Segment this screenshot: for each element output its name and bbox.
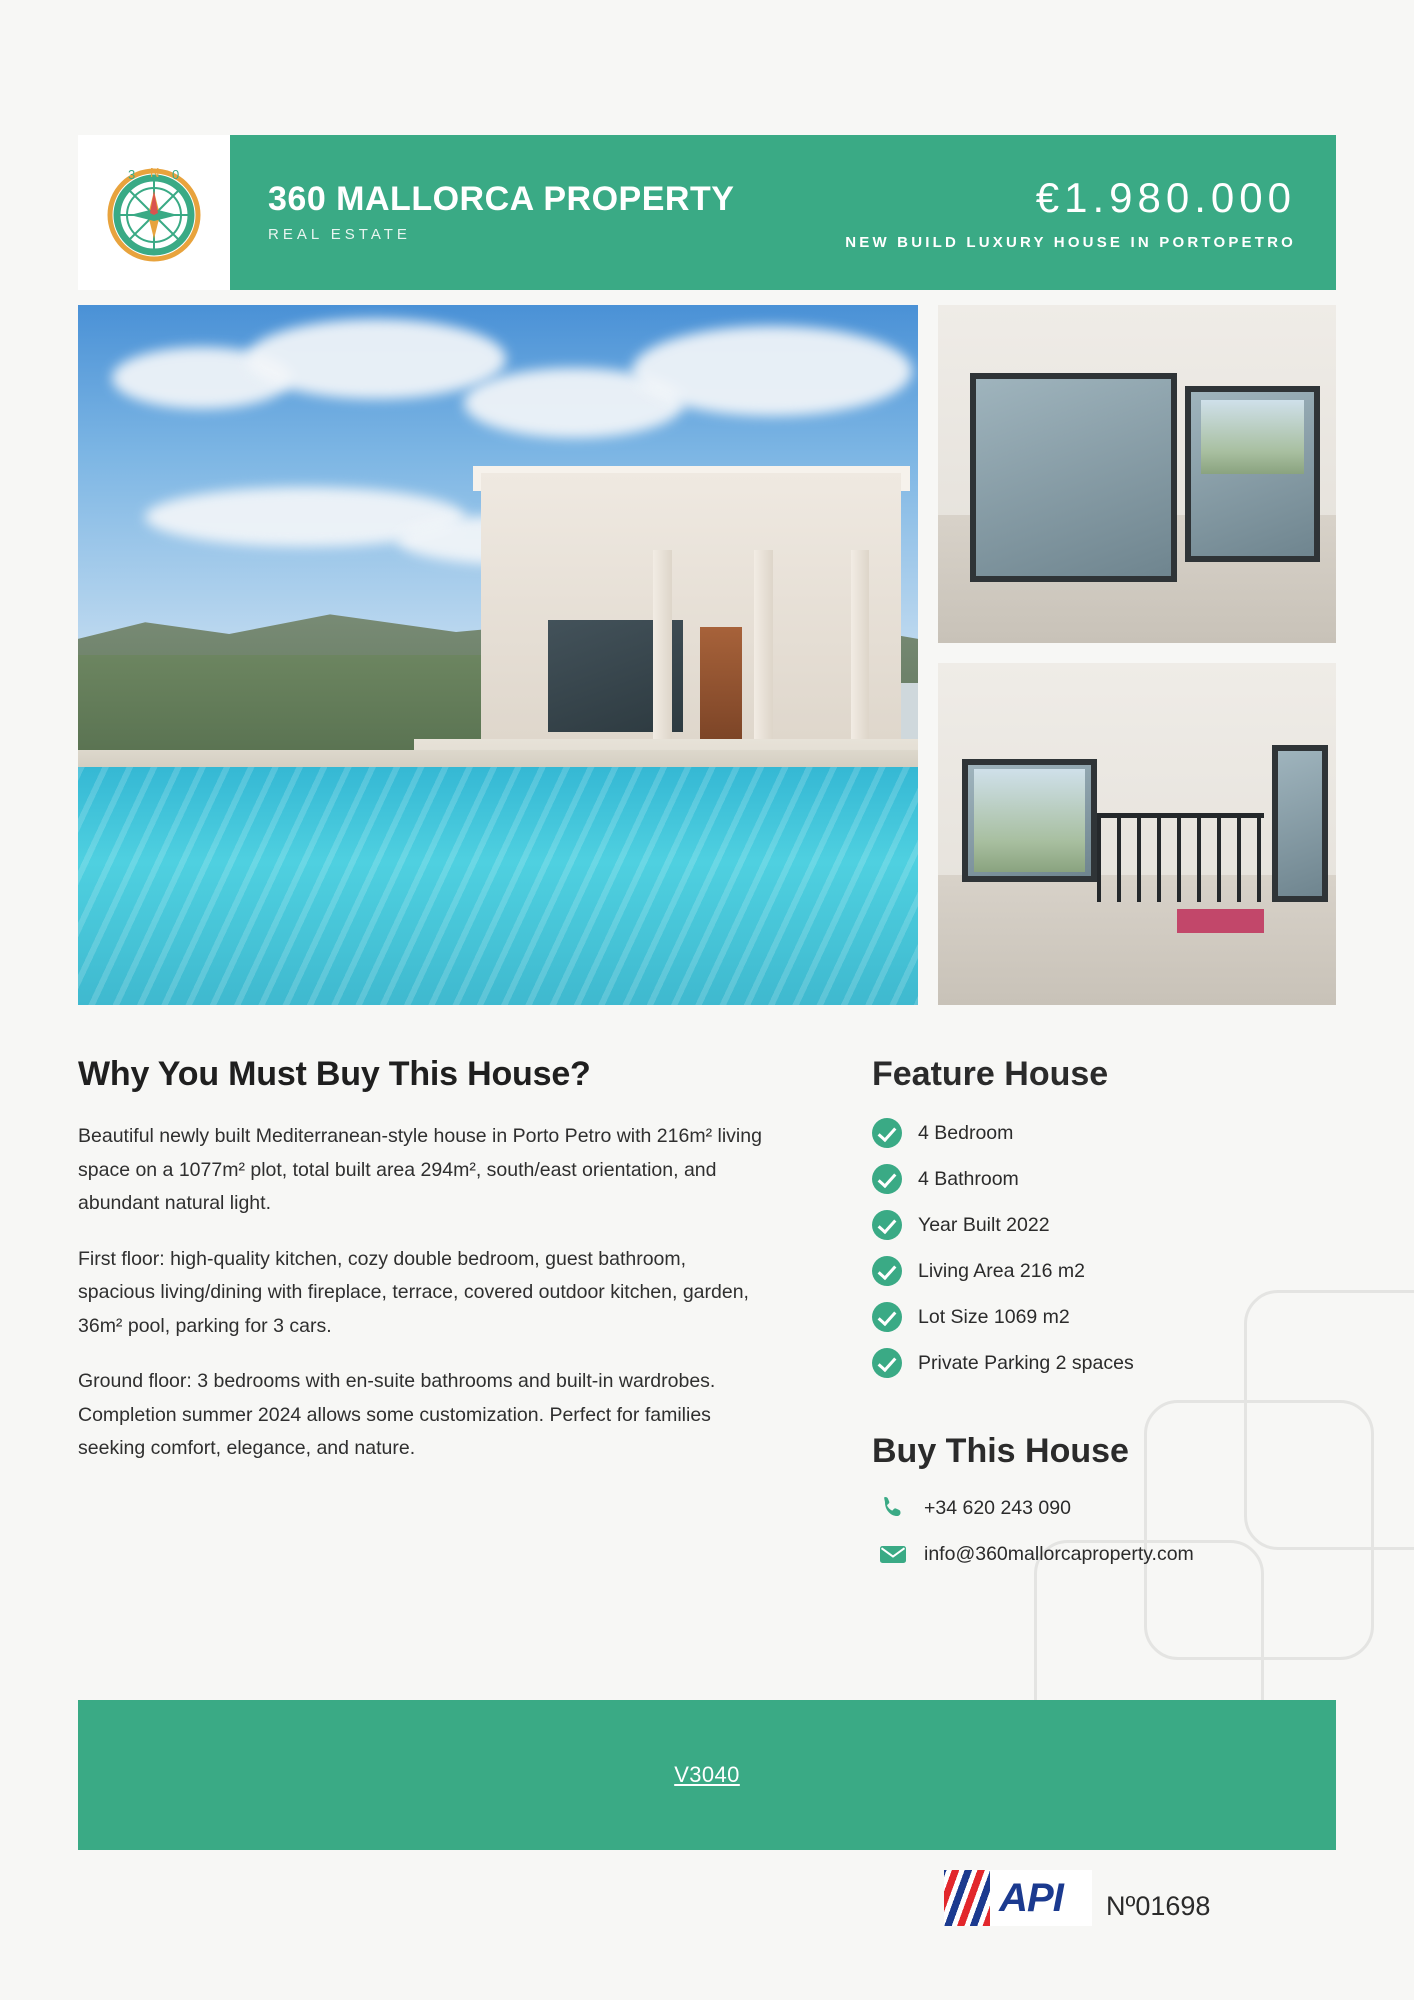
cloud-shape — [632, 326, 912, 416]
pool-shimmer — [78, 767, 918, 1005]
window-outdoor-view — [1201, 400, 1304, 474]
header-brand-block — [268, 135, 734, 290]
compass-rose-icon — [98, 157, 210, 269]
brand-subtitle: REAL ESTATE — [268, 225, 411, 243]
phone-contact-row[interactable] — [878, 1493, 1342, 1523]
check-circle-icon — [872, 1302, 902, 1332]
why-buy-body — [78, 1120, 768, 1466]
why-paragraph: Beautiful newly built Mediterranean-style house in Porto Petro with 216m² living space on a 1077m² plot, total built area 294m², south/east orientation, and abundant natural light. — [78, 1125, 762, 1215]
check-circle-icon — [872, 1210, 902, 1240]
why-paragraph: First floor: high-quality kitchen, cozy double bedroom, guest bathroom, spacious living/dining with fireplace, terrace, covered outdoor kitchen, garden, 36m² pool, parking for 3 cars. — [78, 1247, 749, 1337]
feature-label: Year Built 2022 — [918, 1213, 1050, 1236]
exterior-pool-view-photo — [78, 305, 918, 1005]
footer-bar — [78, 1700, 1336, 1850]
interior-staircase-photo — [938, 663, 1336, 1005]
check-circle-icon — [872, 1164, 902, 1194]
feature-and-contact-section — [872, 1055, 1342, 1585]
feature-list — [872, 1118, 1342, 1378]
list-item — [872, 1210, 1342, 1240]
email-address: info@360mallorcaproperty.com — [924, 1542, 1194, 1565]
check-circle-icon — [872, 1348, 902, 1378]
villa-pillar — [851, 550, 869, 739]
feature-house-title: Feature House — [872, 1055, 1109, 1093]
glass-sliding-door — [1272, 745, 1328, 902]
phone-number: +34 620 243 090 — [924, 1496, 1071, 1519]
svg-text:0: 0 — [172, 166, 180, 182]
svg-text:3: 3 — [128, 166, 136, 182]
price-subtitle: NEW BUILD LUXURY HOUSE IN PORTOPETRO — [845, 234, 1296, 251]
feature-label: Lot Size 1069 m2 — [918, 1305, 1070, 1328]
list-item — [872, 1348, 1342, 1378]
glass-sliding-door — [970, 373, 1177, 583]
api-logo-icon — [944, 1870, 1092, 1926]
reference-code-link[interactable]: V3040 — [674, 1762, 740, 1787]
furniture-accent — [1177, 909, 1265, 933]
list-item — [872, 1256, 1342, 1286]
brand-title: 360 MALLORCA PROPERTY — [268, 180, 735, 219]
check-circle-icon — [872, 1256, 902, 1286]
feature-label: 4 Bedroom — [918, 1121, 1014, 1144]
api-logo-text: API — [999, 1875, 1063, 1920]
envelope-icon — [878, 1539, 908, 1569]
price-label: €1.980.000 — [1035, 174, 1296, 221]
list-item — [872, 1164, 1342, 1194]
feature-label: Living Area 216 m2 — [918, 1259, 1085, 1282]
list-item — [872, 1302, 1342, 1332]
logo-box — [78, 135, 230, 290]
stair-railing — [1097, 813, 1264, 902]
feature-label: Private Parking 2 spaces — [918, 1351, 1134, 1374]
cloud-shape — [246, 319, 506, 399]
interior-living-room-photo — [938, 305, 1336, 643]
villa-front-door — [700, 627, 742, 739]
api-stripes — [944, 1870, 990, 1926]
why-buy-section — [78, 1055, 768, 1466]
why-paragraph: Ground floor: 3 bedrooms with en-suite bathrooms and built-in wardrobes. Completion summer 2024 allows some customization. Perfect for families seeking comfort, elegance, and nature. — [78, 1370, 716, 1460]
email-contact-row[interactable] — [878, 1539, 1342, 1569]
check-circle-icon — [872, 1118, 902, 1148]
list-item — [872, 1118, 1342, 1148]
phone-icon — [878, 1493, 908, 1523]
api-registration-number: Nº01698 — [1106, 1891, 1211, 1921]
photo-gallery — [78, 305, 1336, 1005]
villa-facade — [481, 473, 901, 753]
api-badge — [944, 1870, 1210, 1926]
buy-this-house-title: Buy This House — [872, 1432, 1129, 1470]
header-price-block — [845, 135, 1296, 290]
feature-label: 4 Bathroom — [918, 1167, 1019, 1190]
header-banner — [78, 135, 1336, 290]
why-buy-title: Why You Must Buy This House? — [78, 1055, 591, 1093]
villa-pillar — [754, 550, 772, 739]
window-outdoor-view — [974, 769, 1085, 872]
villa-pillar — [653, 550, 671, 739]
svg-text:N: N — [150, 164, 160, 180]
